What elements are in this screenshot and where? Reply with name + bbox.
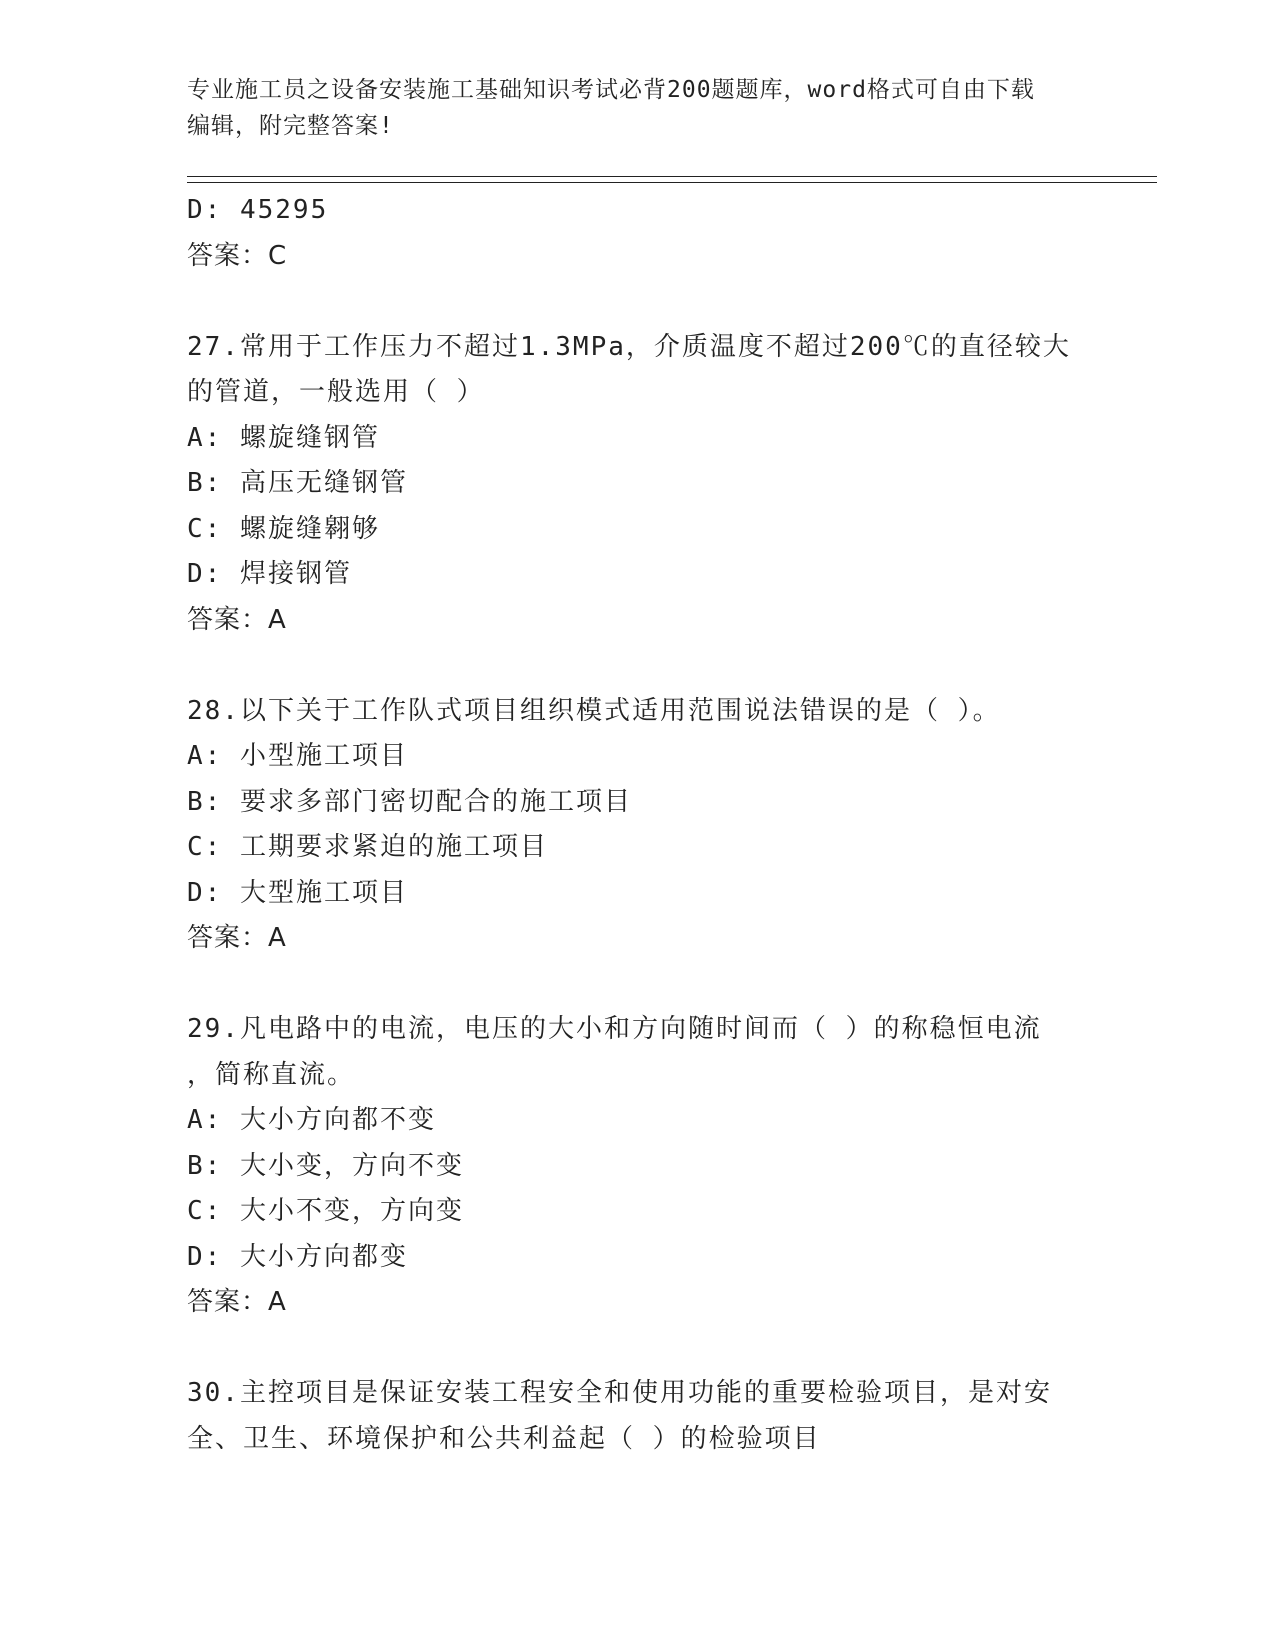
question-stem: 27.常用于工作压力不超过1.3MPa，介质温度不超过200℃的直径较大 <box>187 331 1071 362</box>
question-stem-cont: 全、卫生、环境保护和公共利益起（ ）的检验项目 <box>187 1423 821 1454</box>
option-c: C: 工期要求紧迫的施工项目 <box>187 832 548 862</box>
header-rule-top <box>187 176 1157 177</box>
answer: 答案：C <box>187 240 288 271</box>
question-28 <box>187 689 1087 962</box>
option-b: B: 要求多部门密切配合的施工项目 <box>187 786 632 817</box>
option-a: A: 螺旋缝钢管 <box>187 422 380 453</box>
question-stem-cont: 的管道，一般选用（ ） <box>187 377 485 407</box>
option-d: D: 焊接钢管 <box>187 559 352 589</box>
option-b: B: 大小变，方向不变 <box>187 1150 464 1181</box>
question-29 <box>187 1007 1087 1326</box>
spacer <box>187 1326 1087 1372</box>
question-stem-cont: ，简称直流。 <box>187 1059 356 1090</box>
question-stem: 29.凡电路中的电流，电压的大小和方向随时间而（ ）的称稳恒电流 <box>187 1014 1042 1044</box>
option-c: C: 螺旋缝翱够 <box>187 513 380 544</box>
option-d: D: 45295 <box>187 195 329 225</box>
header-line-2: 编辑，附完整答案! <box>187 113 394 139</box>
header-line-1: 专业施工员之设备安装施工基础知识考试必背200题题库，word格式可自由下载 <box>187 77 1035 103</box>
document-body <box>187 188 1087 1462</box>
question-27 <box>187 325 1087 644</box>
option-a: A: 小型施工项目 <box>187 741 408 771</box>
previous-question-tail <box>187 188 1087 279</box>
question-stem: 30.主控项目是保证安装工程安全和使用功能的重要检验项目，是对安 <box>187 1378 1052 1408</box>
spacer <box>187 279 1087 325</box>
page-header <box>187 72 1087 144</box>
option-d: D: 大小方向都变 <box>187 1241 408 1272</box>
question-stem: 28.以下关于工作队式项目组织模式适用范围说法错误的是（ ）。 <box>187 695 1001 726</box>
spacer <box>187 962 1087 1008</box>
option-c: C: 大小不变，方向变 <box>187 1196 464 1226</box>
answer: 答案：A <box>187 604 287 635</box>
answer: 答案：A <box>187 1287 287 1317</box>
header-rule-bottom <box>187 182 1157 183</box>
option-a: A: 大小方向都不变 <box>187 1105 436 1135</box>
spacer <box>187 643 1087 689</box>
option-b: B: 高压无缝钢管 <box>187 468 408 498</box>
question-30 <box>187 1371 1087 1462</box>
option-d: D: 大型施工项目 <box>187 877 408 908</box>
answer: 答案：A <box>187 923 287 953</box>
